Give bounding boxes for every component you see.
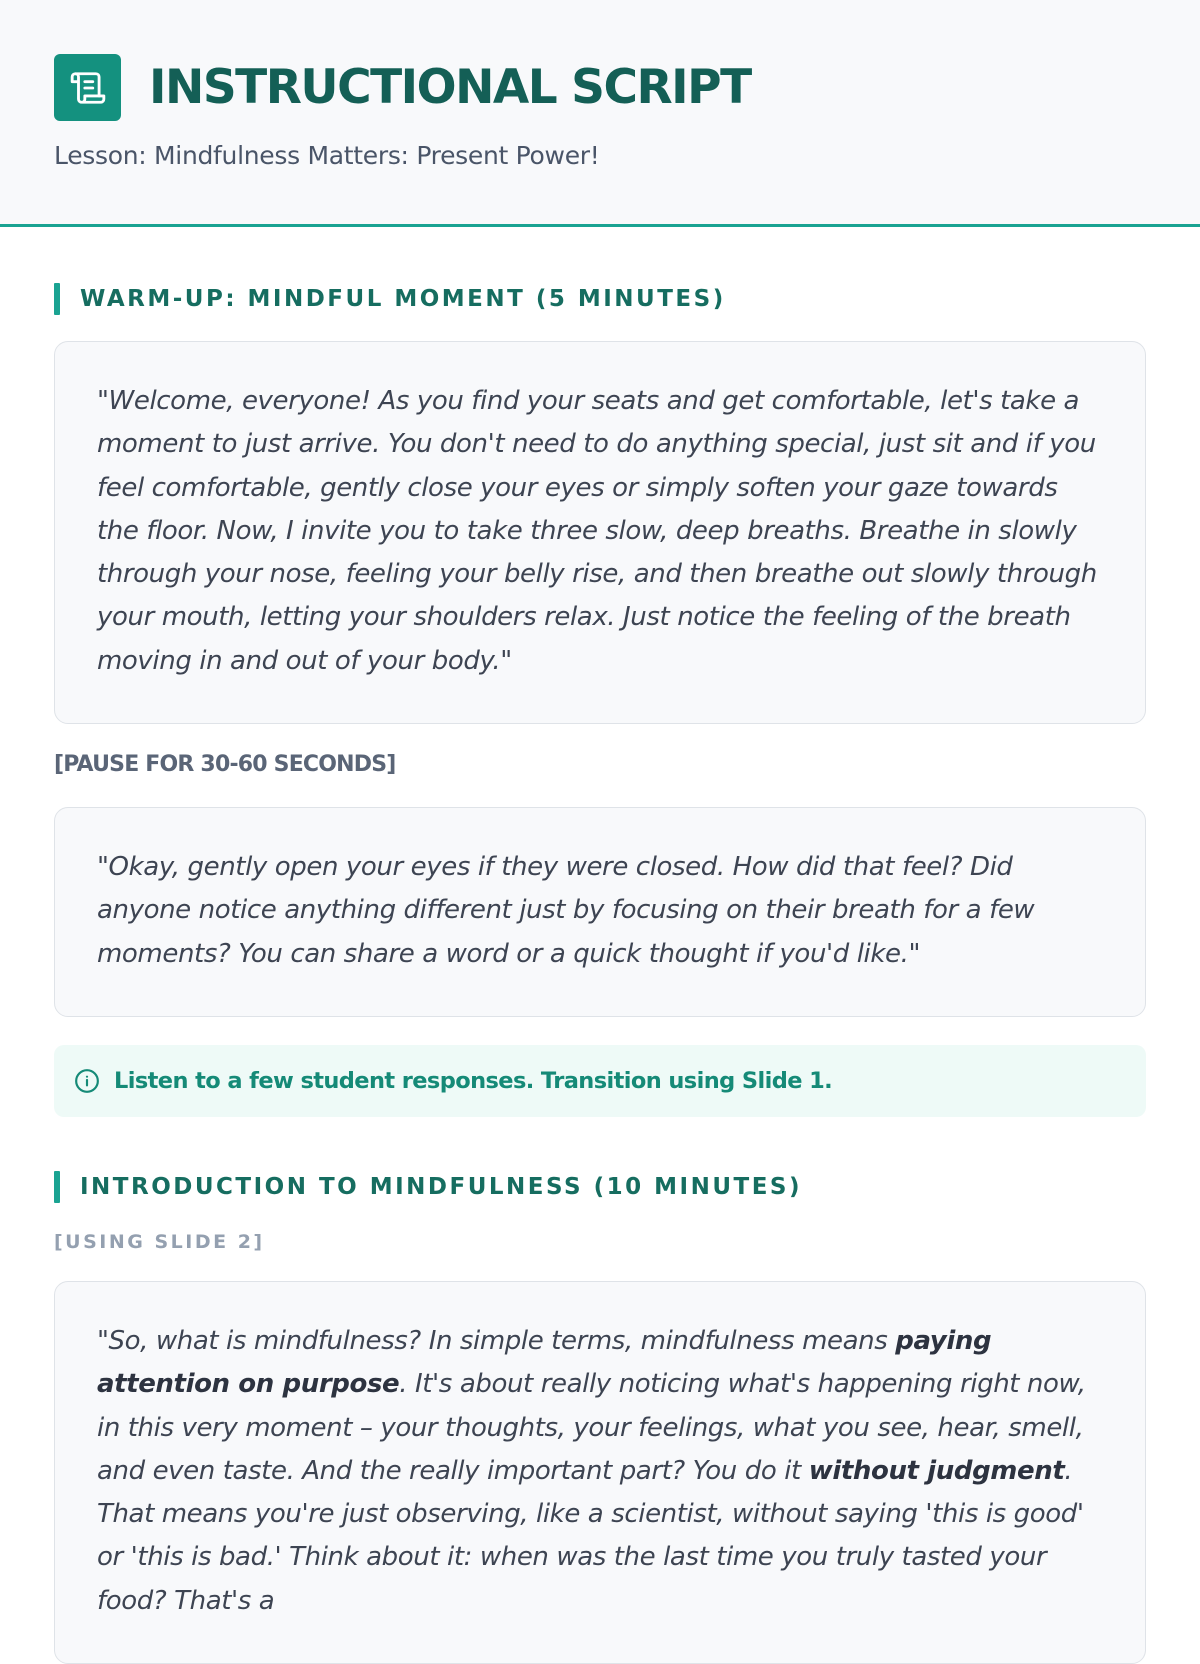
emphasis-text: without judgment: [808, 1455, 1065, 1486]
script-content: [0, 283, 1200, 1664]
lesson-subtitle: Lesson: Mindfulness Matters: Present Power!: [54, 141, 600, 170]
emphasis-text: paying attention on purpose: [97, 1325, 992, 1400]
script-text: . It's about really noticing what's happening right now, in this very moment – your thoughts, your feelings, what you see, hear, smell, and even taste. And the really important part? You do it: [97, 1369, 1086, 1486]
script-text: "So, what is mindfulness? In simple terms, mindfulness means: [97, 1325, 896, 1356]
slide-reference: [USING SLIDE 2]: [54, 1230, 265, 1253]
section-accent-bar: [54, 1171, 60, 1203]
script-text: . That means you're just observing, like a scientist, without saying 'this is good' or 'this is bad.' Think about it: when was the last time you truly tasted your food? That's a: [97, 1455, 1084, 1616]
section-heading-introduction: [54, 1171, 1146, 1203]
script-box: [54, 1281, 1146, 1664]
section-accent-bar: [54, 283, 60, 315]
title-row: [54, 54, 1146, 121]
section-title: INTRODUCTION TO MINDFULNESS (10 MINUTES): [80, 1173, 802, 1200]
pause-instruction: [PAUSE FOR 30-60 SECONDS]: [54, 752, 396, 778]
note-text: Listen to a few student responses. Transition using Slide 1.: [114, 1067, 833, 1094]
script-box: "Welcome, everyone! As you find your seats and get comfortable, let's take a moment to just arrive. You don't need to do anything special, just sit and if you feel comfortable, gently close your eyes or simply soften your gaze towards the floor. Now, I invite you to take three slow, deep breaths. Breathe in slowly through your nose, feeling your belly rise, and then breathe out slowly through your mouth, letting your shoulders relax. Just notice the feeling of the breath moving in and out of your body.": [54, 341, 1146, 724]
script-box: "Okay, gently open your eyes if they were closed. How did that feel? Did anyone notice anything different just by focusing on their breath for a few moments? You can share a word or a quick thought if you'd like.": [54, 807, 1146, 1017]
page-header: [0, 0, 1200, 227]
section-title: WARM-UP: MINDFUL MOMENT (5 MINUTES): [80, 286, 726, 312]
scroll-icon: [54, 54, 121, 121]
teacher-note: [54, 1045, 1146, 1117]
section-heading-warmup: [54, 283, 1146, 315]
info-icon: [74, 1068, 100, 1094]
page-title: INSTRUCTIONAL SCRIPT: [149, 60, 751, 115]
